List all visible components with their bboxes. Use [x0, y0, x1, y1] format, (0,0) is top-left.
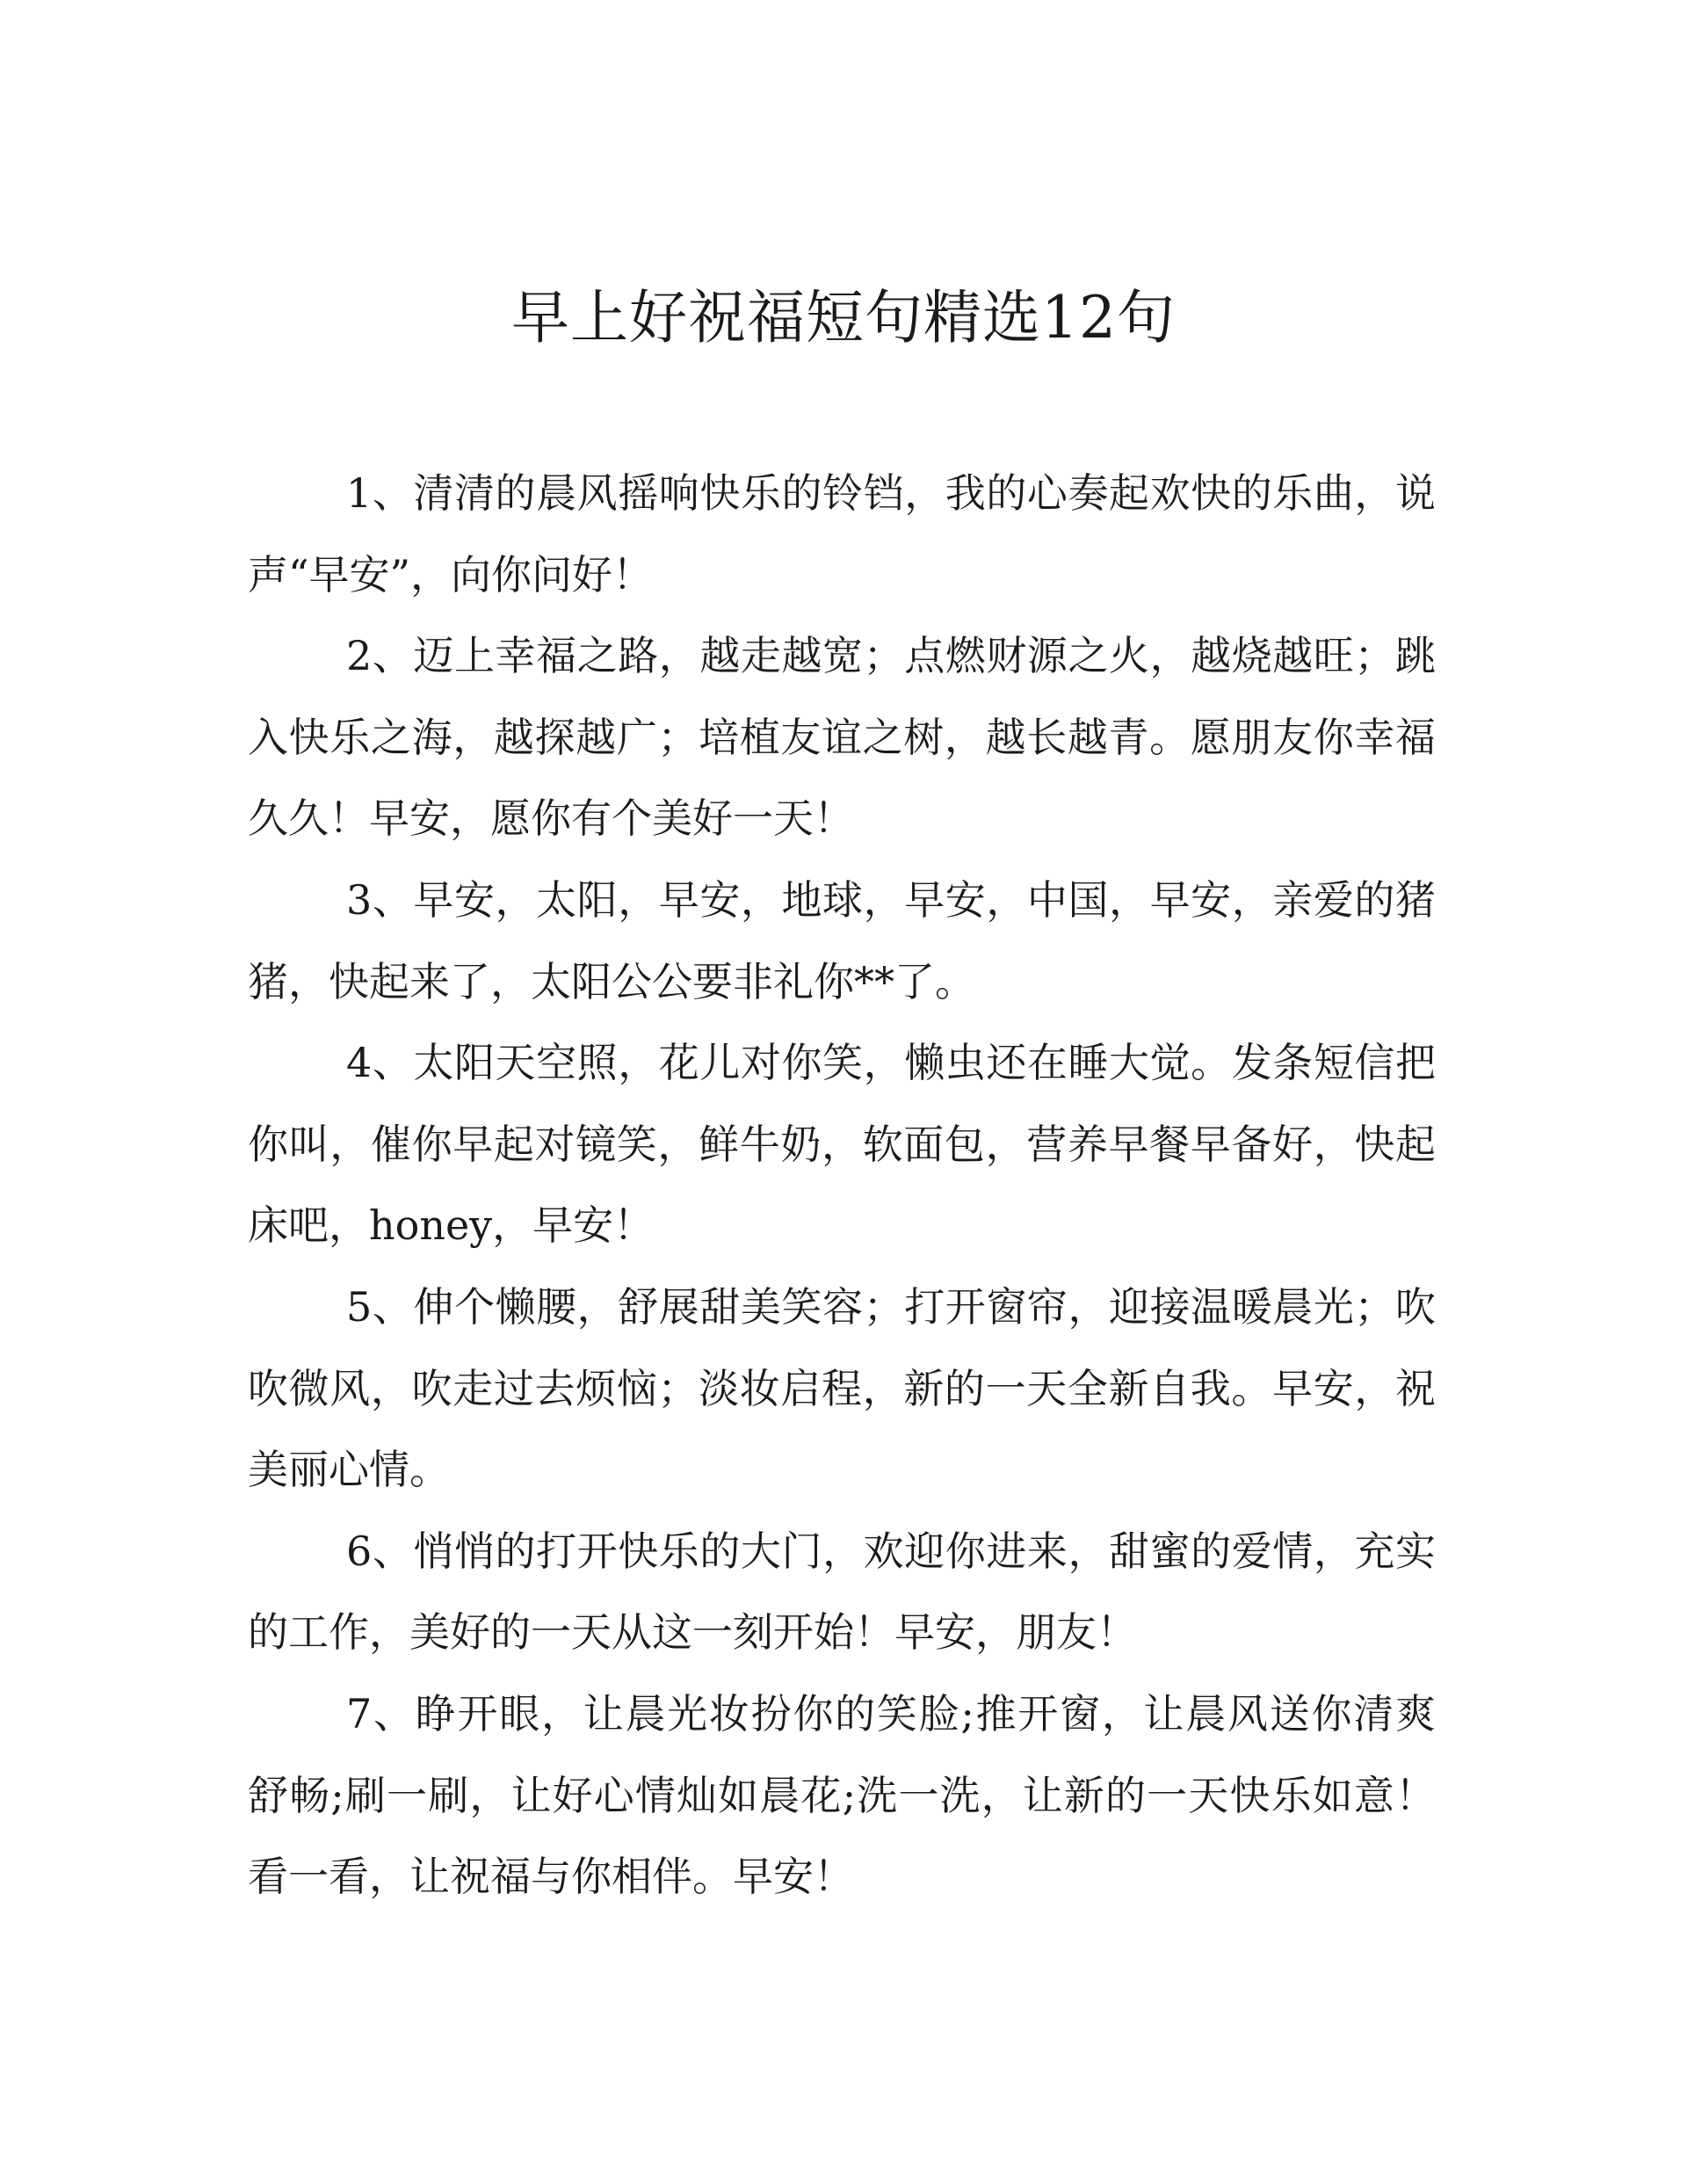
paragraph-7: 7、睁开眼，让晨光妆扮你的笑脸;推开窗，让晨风送你清爽舒畅;刷一刷，让好心情灿如晨花;洗一洗，让新的一天快乐如意！看一看，让祝福与你相伴。早安！	[248, 1689, 1436, 1901]
paragraph-4: 4、太阳天空照，花儿对你笑，懒虫还在睡大觉。发条短信把你叫，催你早起对镜笑，鲜牛奶，软面包，营养早餐早备好，快起床吧，honey，早安！	[248, 1039, 1436, 1250]
document-title: 早上好祝福短句精选12句	[511, 284, 1176, 352]
paragraph-6: 6、悄悄的打开快乐的大门，欢迎你进来，甜蜜的爱情，充实的工作，美好的一天从这一刻开始！早安，朋友！	[248, 1527, 1436, 1657]
paragraph-1: 1、清清的晨风摇响快乐的铃铛，我的心奏起欢快的乐曲，说声“早安”，向你问好！	[248, 469, 1436, 599]
paragraph-5: 5、伸个懒腰，舒展甜美笑容；打开窗帘，迎接温暖晨光；吹吹微风，吹走过去烦恼；淡妆启程，新的一天全新自我。早安，祝美丽心情。	[248, 1282, 1436, 1494]
paragraph-3: 3、早安，太阳，早安，地球，早安，中国，早安，亲爱的猪猪，快起来了，太阳公公要非礼你**了。	[248, 875, 1436, 1005]
document-body	[248, 453, 1436, 1918]
paragraph-2: 2、迈上幸福之路，越走越宽；点燃财源之火，越烧越旺；跳入快乐之海，越探越广；培植友谊之树，越长越青。愿朋友你幸福久久！早安，愿你有个美好一天！	[248, 632, 1436, 843]
